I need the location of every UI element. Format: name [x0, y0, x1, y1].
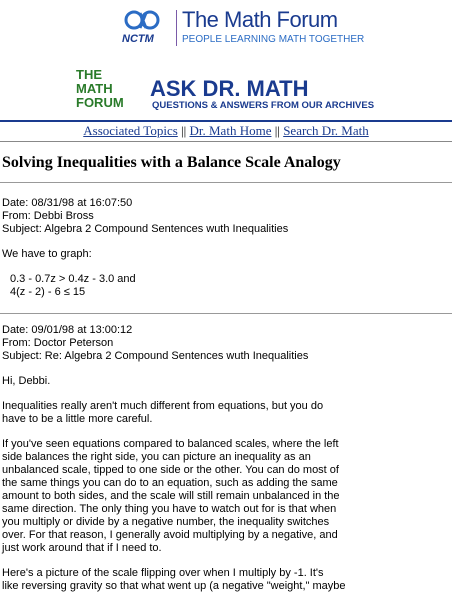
message-separator: [0, 313, 452, 314]
text-line: amount to both sides, and the scale will still remain unbalanced in the: [2, 490, 340, 502]
forum-tagline: PEOPLE LEARNING MATH TOGETHER: [182, 34, 365, 45]
nctm-label: NCTM: [122, 33, 154, 45]
text-line: like reversing gravity so that what went up (a negative "weight," maybe: [2, 580, 346, 592]
answer-paragraph-1: [2, 400, 452, 426]
text-line: the same things you can do to an equation, such as adding the same: [2, 477, 338, 489]
answer-paragraph-3: [2, 567, 452, 593]
ask-dr-math-title[interactable]: ASK DR. MATH: [150, 76, 309, 101]
inequality-1: 0.3 - 0.7z > 0.4z - 3.0 and: [10, 273, 136, 285]
math-forum-header: [0, 0, 452, 56]
text-line: Here's a picture of the scale flipping over when I multiply by -1. It's: [2, 567, 324, 579]
text-line: you multiply or divide by a negative number, the inequality switches: [2, 516, 330, 528]
answer-paragraph-2: [2, 438, 452, 555]
logo-line: THE: [76, 67, 102, 82]
math-forum-logo[interactable]: [76, 68, 124, 110]
message-from: From: Doctor Peterson: [2, 337, 114, 349]
text-line: over. For that reason, I generally avoid multiplying by a negative, and: [2, 529, 338, 541]
ask-dr-math-subtitle: QUESTIONS & ANSWERS FROM OUR ARCHIVES: [152, 100, 375, 111]
page-title: Solving Inequalities with a Balance Scale Analogy: [2, 154, 341, 171]
inequality-2: 4(z - 2) - 6 ≤ 15: [10, 286, 86, 298]
forum-title[interactable]: The Math Forum: [182, 7, 338, 32]
logo-line: MATH: [76, 81, 113, 96]
message-from: From: Debbi Bross: [2, 210, 94, 222]
message-body-intro: We have to graph:: [2, 248, 92, 260]
top-nav: [0, 122, 452, 141]
message-answer: [0, 324, 452, 593]
ask-dr-math-banner: [0, 56, 452, 114]
nav-separator: ||: [274, 123, 280, 138]
logo-line: FORUM: [76, 95, 124, 110]
text-line: just work around that if I need to.: [2, 542, 162, 554]
text-line: same direction. The only thing you have to watch out for is that when: [2, 503, 337, 515]
message-subject: Subject: Re: Algebra 2 Compound Sentences wuth Inequalities: [2, 350, 309, 362]
text-line: unbalanced scale, tipped to one side or the other. You can do most of: [2, 464, 339, 476]
message-subject: Subject: Algebra 2 Compound Sentences wuth Inequalities: [2, 223, 289, 235]
nav-search-dr-math[interactable]: Search Dr. Math: [283, 123, 369, 138]
nav-associated-topics[interactable]: Associated Topics: [83, 123, 178, 138]
title-rule: [0, 182, 452, 183]
text-line: Inequalities really aren't much different from equations, but you do: [2, 400, 324, 412]
text-line: side balances the right side, you can picture an inequality as an: [2, 451, 311, 463]
text-line: have to be a little more careful.: [2, 413, 153, 425]
nav-dr-math-home[interactable]: Dr. Math Home: [189, 123, 272, 138]
nav-separator: ||: [181, 123, 187, 138]
text-line: If you've seen equations compared to balanced scales, where the left: [2, 438, 339, 450]
header-divider: [176, 10, 177, 46]
message-date: Date: 08/31/98 at 16:07:50: [2, 197, 133, 209]
message-date: Date: 09/01/98 at 13:00:12: [2, 324, 133, 336]
nav-rule: [0, 141, 452, 142]
message-question: [0, 197, 452, 299]
answer-greeting: Hi, Debbi.: [2, 375, 51, 387]
